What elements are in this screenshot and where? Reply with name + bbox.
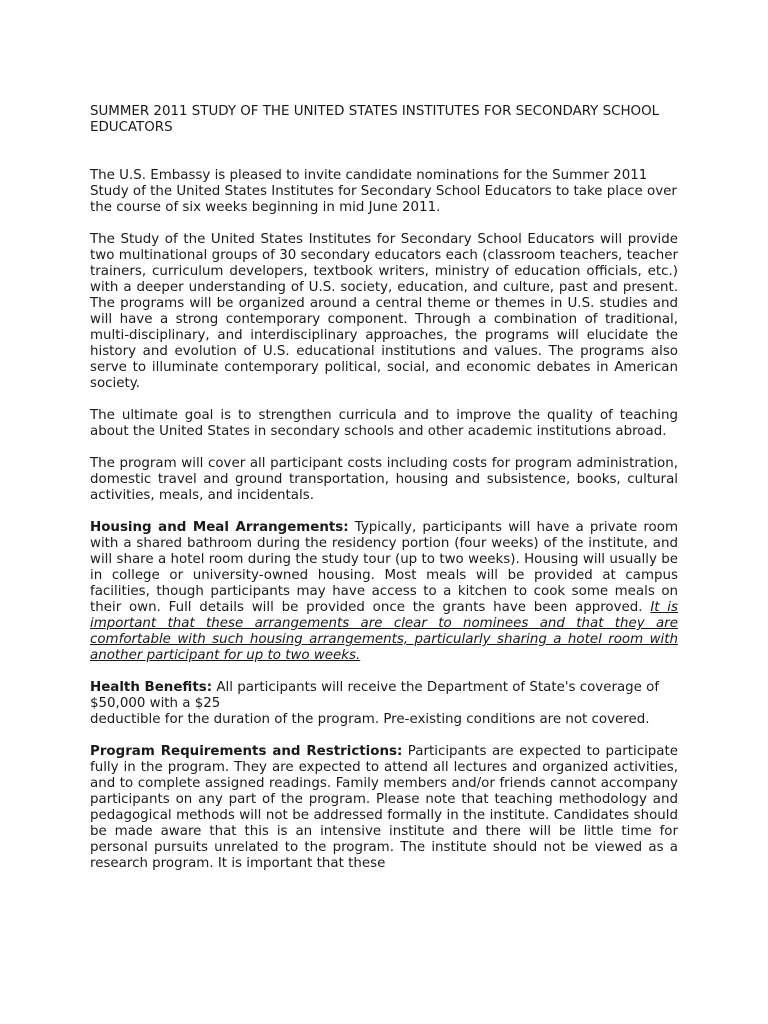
requirements-paragraph bbox=[90, 744, 678, 872]
housing-body: Typically, participants will have a private room with a shared bathroom during the residency portion (four weeks) of the institute, and will share a hotel room during the study tour (up to two weeks). Housing will usually be in college or university-owned housing. Most meals will be provided at campus facilities, though participants may have access to a kitchen to cook some meals on their own. Full details will be provided once the grants have been approved. bbox=[90, 520, 678, 615]
intro-paragraph: The U.S. Embassy is pleased to invite candidate nominations for the Summer 2011 Study of the United States Institutes for Secondary School Educators to take place over the course of six weeks beginning in mid June 2011. bbox=[90, 168, 677, 215]
document-page bbox=[90, 104, 678, 888]
health-paragraph bbox=[90, 680, 678, 728]
health-line-1: All participants will receive the Department of State's coverage of $50,000 with a $25 bbox=[90, 680, 660, 711]
health-line-2: deductible for the duration of the program. Pre-existing conditions are not covered. bbox=[90, 712, 650, 727]
health-heading: Health Benefits: bbox=[90, 680, 213, 695]
housing-paragraph bbox=[90, 520, 678, 664]
goal-paragraph: The ultimate goal is to strengthen curricula and to improve the quality of teaching about the United States in secondary schools and other academic institutions abroad. bbox=[90, 408, 678, 439]
program-overview-paragraph: The Study of the United States Institutes for Secondary School Educators will provide two multinational groups of 30 secondary educators each (classroom teachers, teacher trainers, curriculum developers, textbook writers, ministry of education officials, etc.) with a deeper understanding of U.S. society, education, and culture, past and present. The programs will be organized around a central theme or themes in U.S. studies and will have a strong contemporary component. Through a combination of traditional, multi-disciplinary, and interdisciplinary approaches, the programs will elucidate the history and evolution of U.S. educational institutions and values. The programs also serve to illuminate contemporary political, social, and economic debates in American society. bbox=[90, 232, 678, 391]
housing-heading: Housing and Meal Arrangements: bbox=[90, 520, 349, 535]
document-title: SUMMER 2011 STUDY OF THE UNITED STATES INSTITUTES FOR SECONDARY SCHOOL EDUCATORS bbox=[90, 104, 660, 135]
requirements-heading: Program Requirements and Restrictions: bbox=[90, 744, 403, 759]
costs-paragraph: The program will cover all participant costs including costs for program administration, domestic travel and ground transportation, housing and subsistence, books, cultural activities, meals, and incidentals. bbox=[90, 456, 678, 503]
housing-emphasis: It is important that these arrangements are clear to nominees and that they are comfortable with such housing arrangements, particularly sharing a hotel room with another participant for up to two weeks. bbox=[90, 600, 678, 663]
requirements-body: Participants are expected to participate fully in the program. They are expected to attend all lectures and organized activities, and to complete assigned readings. Family members and/or friends cannot accompany participants on any part of the program. Please note that teaching methodology and pedagogical methods will not be addressed formally in the institute. Candidates should be made aware that this is an intensive institute and there will be little time for personal pursuits unrelated to the program. The institute should not be viewed as a research program. It is important that these bbox=[90, 744, 678, 871]
